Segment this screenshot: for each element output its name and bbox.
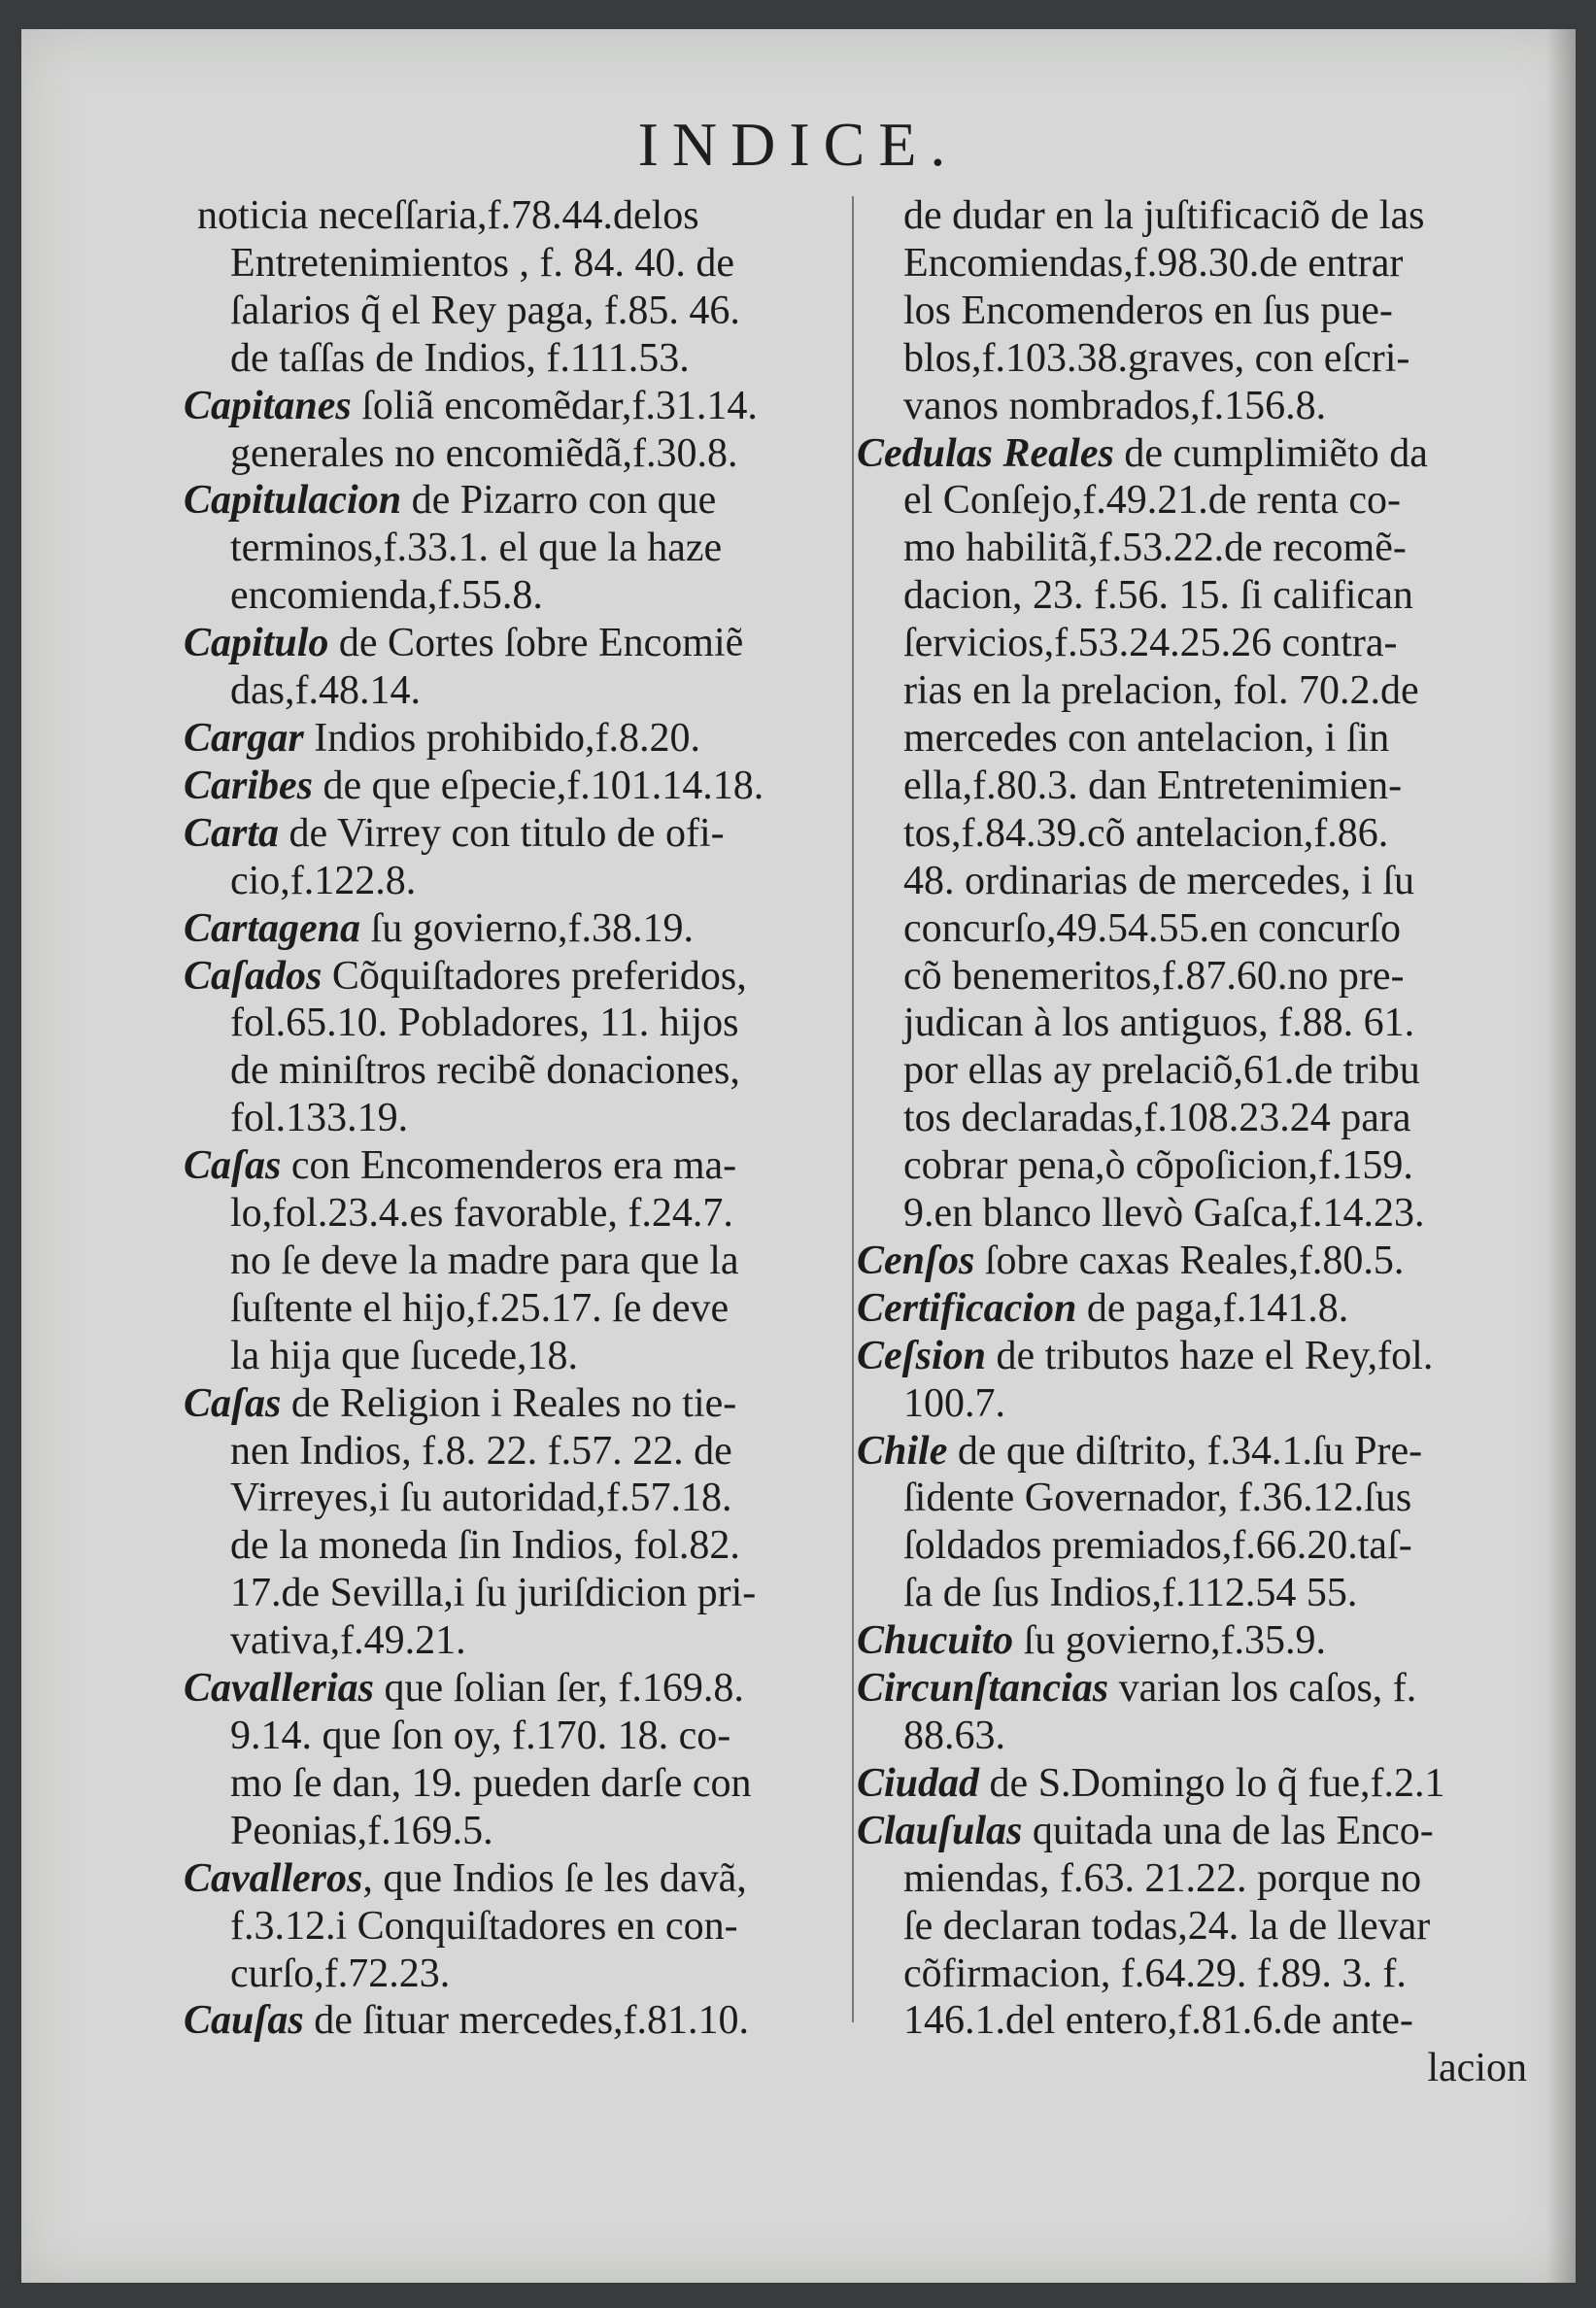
index-text: 48. ordinarias de mercedes, i ſu <box>903 858 1414 903</box>
index-continuation-line <box>857 953 1527 1001</box>
index-text: de Virrey con titulo de ofi- <box>279 810 725 856</box>
index-text: ella,f.80.3. dan Entretenimien- <box>903 763 1403 808</box>
index-continuation-line <box>857 192 1527 240</box>
index-text: 9.en blanco llevò Gaſca,f.14.23. <box>903 1191 1425 1237</box>
index-text: 88.63. <box>903 1714 1005 1758</box>
index-continuation-line <box>184 1570 854 1617</box>
index-text: Encomiendas,f.98.30.de entrar <box>903 240 1404 286</box>
index-continuation-line <box>184 1238 854 1285</box>
index-continuation-line <box>857 1047 1527 1095</box>
index-text: 146.1.del entero,f.81.6.de ante- <box>903 1998 1413 2044</box>
index-entry-line <box>184 953 854 1001</box>
index-text: la hija que ſucede,18. <box>230 1333 579 1378</box>
index-continuation-line <box>184 572 854 620</box>
index-text: ſobre caxas Reales,f.80.5. <box>974 1238 1405 1283</box>
index-keyword: Capitulacion <box>184 478 402 524</box>
index-entry-line <box>184 620 854 667</box>
index-keyword: Cauſas <box>184 1998 304 2044</box>
left-column <box>184 192 854 2045</box>
index-keyword: Chucuito <box>857 1618 1014 1664</box>
index-entry-line <box>857 1617 1527 1665</box>
index-continuation-line <box>857 525 1527 572</box>
index-continuation-line <box>857 1142 1527 1190</box>
index-continuation-line <box>857 1095 1527 1142</box>
index-text: vanos nombrados,f.156.8. <box>903 383 1327 428</box>
index-continuation-line <box>857 1380 1527 1428</box>
index-text: cobrar pena,ò cõpoſicion,f.159. <box>903 1143 1413 1189</box>
index-text: 100.7. <box>903 1380 1005 1426</box>
right-column <box>857 192 1527 2092</box>
index-entry-line <box>184 1855 854 1903</box>
index-continuation-line <box>857 288 1527 335</box>
index-entry-line <box>857 1665 1527 1713</box>
index-text: curſo,f.72.23. <box>230 1951 451 1996</box>
index-continuation-line <box>857 240 1527 288</box>
index-text: de cumplimiẽto da <box>1113 430 1428 476</box>
index-text: cõfirmacion, f.64.29. f.89. 3. f. <box>903 1951 1407 1996</box>
index-text: nen Indios, f.8. 22. f.57. 22. de <box>230 1428 732 1474</box>
index-entry-line <box>857 1428 1527 1476</box>
index-continuation-line <box>857 858 1527 905</box>
index-text: de tributos haze el Rey,fol. <box>986 1333 1434 1378</box>
index-continuation-line <box>184 1760 854 1808</box>
index-continuation-line <box>857 1713 1527 1760</box>
index-continuation-line <box>184 667 854 715</box>
index-keyword: Caſas <box>184 1143 282 1189</box>
index-text: varian los caſos, f. <box>1108 1666 1417 1712</box>
index-continuation-line <box>857 715 1527 763</box>
index-text: ſervicios,f.53.24.25.26 contra- <box>903 621 1398 666</box>
index-text: vativa,f.49.21. <box>230 1618 466 1664</box>
index-entry-line <box>857 1333 1527 1380</box>
index-text: ſe declaran todas,24. la de llevar <box>903 1903 1431 1949</box>
index-text: Peonias,f.169.5. <box>230 1808 493 1853</box>
index-entry-line <box>184 1142 854 1190</box>
index-text: noticia neceſſaria,f.78.44.delos <box>197 193 699 238</box>
index-text: de ſituar mercedes,f.81.10. <box>303 1998 750 2044</box>
index-entry-line <box>184 715 854 763</box>
index-keyword: Cavallerias <box>184 1666 374 1712</box>
index-continuation-line <box>184 335 854 383</box>
index-text: mo ſe dan, 19. pueden darſe con <box>230 1760 752 1806</box>
index-keyword: Cartagena <box>184 905 361 951</box>
index-text: Indios prohibido,f.8.20. <box>303 715 701 761</box>
index-continuation-line <box>857 1903 1527 1951</box>
index-entry-line <box>857 430 1527 478</box>
index-text: , que Indios ſe les davã, <box>362 1855 747 1901</box>
index-continuation-line <box>857 667 1527 715</box>
index-text: Entretenimientos , f. 84. 40. de <box>230 240 735 286</box>
index-text: de miniſtros recibẽ donaciones, <box>230 1048 740 1094</box>
index-text: con Encomenderos era ma- <box>281 1143 737 1189</box>
index-entry-line <box>184 477 854 525</box>
index-text: de Pizarro con que <box>401 478 717 524</box>
index-text: por ellas ay prelaciõ,61.de tribu <box>903 1048 1420 1094</box>
index-text: quitada una de las Enco- <box>1022 1808 1434 1853</box>
index-continuation-line <box>857 335 1527 383</box>
index-text: lo,fol.23.4.es favorable, f.24.7. <box>230 1191 733 1237</box>
page-spine-shadow <box>1546 29 1576 2283</box>
index-continuation-line <box>857 572 1527 620</box>
index-keyword: Ceſsion <box>857 1333 987 1378</box>
index-text: Cõquiſtadores preferidos, <box>322 953 747 999</box>
index-text: tos,f.84.39.cõ antelacion,f.86. <box>903 810 1389 856</box>
index-keyword: Caribes <box>184 763 314 808</box>
index-entry-line <box>184 763 854 810</box>
index-continuation-line <box>857 905 1527 953</box>
index-continuation-line <box>184 240 854 288</box>
index-text: cõ benemeritos,f.87.60.no pre- <box>903 953 1405 999</box>
index-keyword: Circunſtancias <box>857 1666 1109 1712</box>
index-continuation-line <box>857 2045 1527 2092</box>
index-continuation-line <box>184 1285 854 1333</box>
index-text: blos,f.103.38.graves, con eſcri- <box>903 335 1410 381</box>
index-continuation-line <box>857 477 1527 525</box>
index-text: de paga,f.141.8. <box>1076 1285 1349 1331</box>
index-text: de Cortes ſobre Encomiẽ <box>328 621 744 666</box>
index-continuation-line <box>184 1333 854 1380</box>
index-text: tos declaradas,f.108.23.24 para <box>903 1096 1411 1141</box>
index-keyword: Cenſos <box>857 1238 975 1283</box>
index-text: mercedes con antelacion, i ſin <box>903 715 1390 761</box>
index-text: Virreyes,i ſu autoridad,f.57.18. <box>230 1476 732 1521</box>
index-text: encomienda,f.55.8. <box>230 573 543 619</box>
index-text: rias en la prelacion, fol. 70.2.de <box>903 668 1419 714</box>
index-continuation-line <box>857 763 1527 810</box>
page-title: INDICE. <box>637 110 960 179</box>
index-text: los Encomenderos en ſus pue- <box>903 288 1393 333</box>
index-entry-line <box>857 1760 1527 1808</box>
index-continuation-line <box>857 1997 1527 2045</box>
index-continuation-line <box>857 620 1527 667</box>
index-text: de taſſas de Indios, f.111.53. <box>230 335 690 381</box>
index-continuation-line <box>184 288 854 335</box>
index-text: ſoliã encomẽdar,f.31.14. <box>351 383 758 428</box>
index-text: de S.Domingo lo q̃ fue,f.2.1 <box>979 1760 1445 1806</box>
index-continuation-line <box>857 1475 1527 1522</box>
index-continuation-line <box>184 1522 854 1570</box>
index-text: ſoldados premiados,f.66.20.taſ- <box>903 1523 1412 1569</box>
index-keyword: Clauſulas <box>857 1808 1023 1853</box>
index-text: el Conſejo,f.49.21.de renta co- <box>903 478 1401 524</box>
index-text: ſalarios q̃ el Rey paga, f.85. 46. <box>230 288 740 333</box>
index-text: mo habilitã,f.53.22.de recomẽ- <box>903 526 1407 571</box>
index-text: ſu govierno,f.35.9. <box>1013 1618 1327 1664</box>
index-keyword: Capitanes <box>184 383 352 428</box>
index-entry-line <box>184 1997 854 2045</box>
index-entry-line <box>857 1238 1527 1285</box>
index-continuation-line <box>857 810 1527 858</box>
index-continuation-line <box>857 1522 1527 1570</box>
index-text: ſidente Governador, f.36.12.ſus <box>903 1476 1412 1521</box>
index-continuation-line <box>184 192 854 240</box>
index-entry-line <box>184 1380 854 1428</box>
index-continuation-line <box>184 1428 854 1476</box>
index-continuation-line <box>857 1570 1527 1617</box>
index-keyword: Cavalleros <box>184 1855 363 1901</box>
index-text: fol.65.10. Pobladores, 11. hijos <box>230 1001 739 1046</box>
index-text: judican à los antiguos, f.88. 61. <box>903 1001 1415 1046</box>
index-continuation-line <box>184 1190 854 1238</box>
index-entry-line <box>184 383 854 430</box>
index-text: de Religion i Reales no tie- <box>281 1380 737 1426</box>
index-text: cio,f.122.8. <box>230 858 417 903</box>
index-text: lacion <box>1427 2046 1527 2091</box>
index-keyword: Caſas <box>184 1380 282 1426</box>
index-text: concurſo,49.54.55.en concurſo <box>903 905 1402 951</box>
index-keyword: Cedulas Reales <box>857 430 1114 476</box>
index-text: f.3.12.i Conquiſtadores en con- <box>230 1903 738 1949</box>
index-continuation-line <box>857 1190 1527 1238</box>
index-entry-line <box>857 1808 1527 1855</box>
index-text: fol.133.19. <box>230 1096 409 1141</box>
index-continuation-line <box>857 1855 1527 1903</box>
index-continuation-line <box>857 1000 1527 1047</box>
index-text: de la moneda ſin Indios, fol.82. <box>230 1523 740 1569</box>
index-keyword: Caſados <box>184 953 323 999</box>
index-continuation-line <box>184 1713 854 1760</box>
index-continuation-line <box>184 1617 854 1665</box>
index-keyword: Ciudad <box>857 1760 980 1806</box>
index-continuation-line <box>857 383 1527 430</box>
index-text: ſa de ſus Indios,f.112.54 55. <box>903 1571 1358 1616</box>
index-text: terminos,f.33.1. el que la haze <box>230 526 723 571</box>
index-text: 9.14. que ſon oy, f.170. 18. co- <box>230 1714 731 1758</box>
index-text: generales no encomiẽdã,f.30.8. <box>230 430 738 476</box>
index-keyword: Chile <box>857 1428 948 1474</box>
index-continuation-line <box>184 430 854 478</box>
index-text: dacion, 23. f.56. 15. ſi califican <box>903 573 1413 619</box>
index-keyword: Certificacion <box>857 1285 1077 1331</box>
index-entry-line <box>184 810 854 858</box>
index-keyword: Carta <box>184 810 280 856</box>
index-text: ſu govierno,f.38.19. <box>360 905 694 951</box>
book-page <box>21 29 1576 2283</box>
index-text: no ſe deve la madre para que la <box>230 1238 739 1283</box>
index-continuation-line <box>184 1000 854 1047</box>
index-continuation-line <box>184 525 854 572</box>
index-entry-line <box>857 1285 1527 1333</box>
index-continuation-line <box>184 1047 854 1095</box>
index-continuation-line <box>857 1951 1527 1998</box>
index-continuation-line <box>184 1475 854 1522</box>
index-text: miendas, f.63. 21.22. porque no <box>903 1855 1422 1901</box>
index-keyword: Cargar <box>184 715 304 761</box>
index-continuation-line <box>184 858 854 905</box>
index-continuation-line <box>184 1903 854 1951</box>
index-text: de que eſpecie,f.101.14.18. <box>313 763 764 808</box>
index-entry-line <box>184 905 854 953</box>
index-text: 17.de Sevilla,i ſu juriſdicion pri- <box>230 1571 757 1616</box>
index-text: das,f.48.14. <box>230 668 421 714</box>
index-text: de que diſtrito, f.34.1.ſu Pre- <box>947 1428 1423 1474</box>
index-text: de dudar en la juſtificaciõ de las <box>903 193 1425 238</box>
index-continuation-line <box>184 1095 854 1142</box>
index-text: ſuſtente el hijo,f.25.17. ſe deve <box>230 1285 730 1331</box>
index-continuation-line <box>184 1951 854 1998</box>
index-continuation-line <box>184 1808 854 1855</box>
index-entry-line <box>184 1665 854 1713</box>
index-text: que ſolian ſer, f.169.8. <box>374 1666 744 1712</box>
index-keyword: Capitulo <box>184 621 329 666</box>
